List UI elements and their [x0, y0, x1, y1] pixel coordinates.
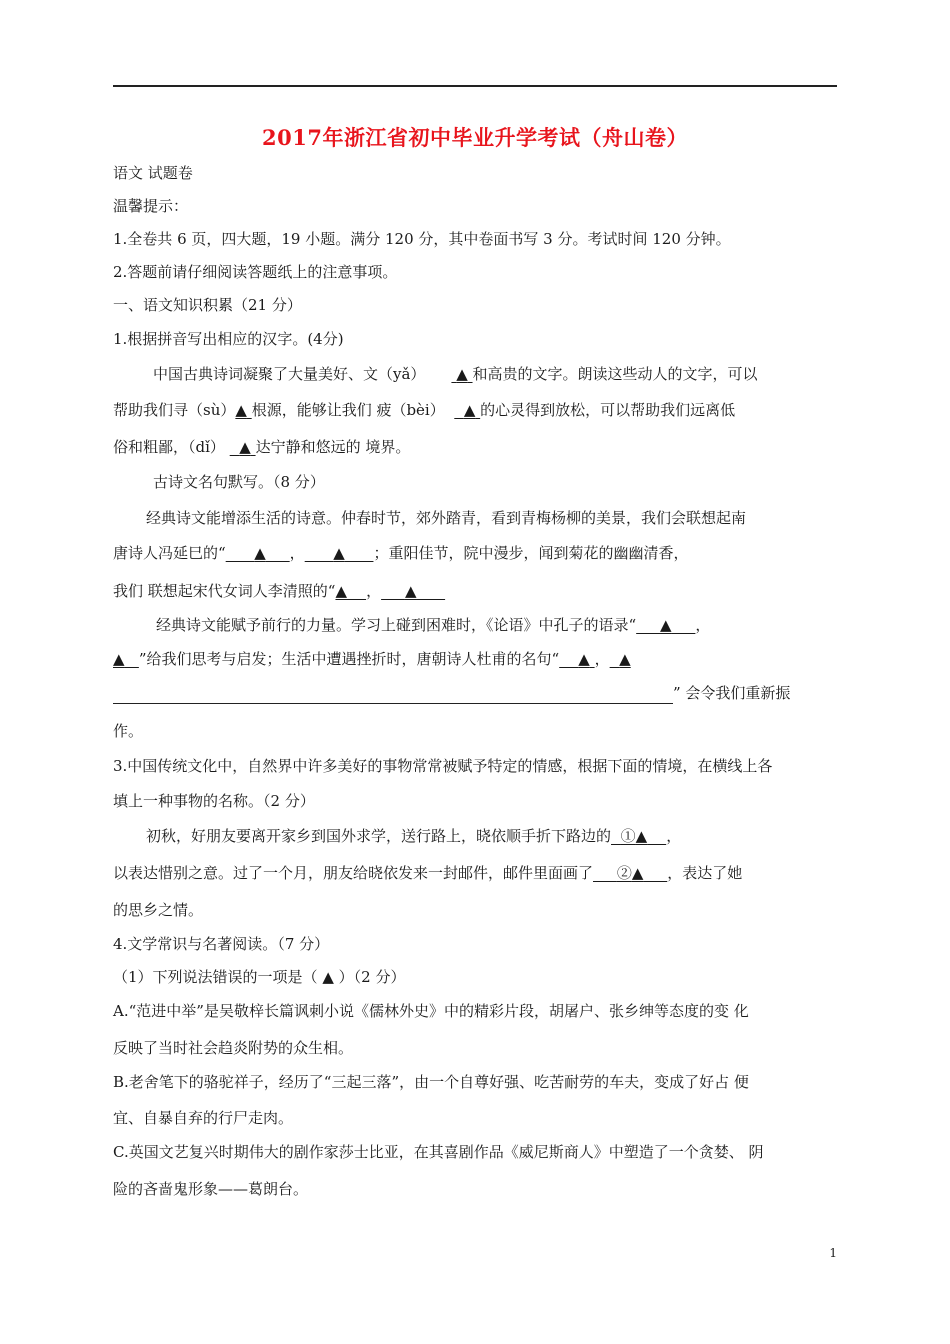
q2-line-5: ▲ ”给我们思考与启发；生活中遭遇挫折时，唐朝诗人杜甫的名句“ ▲ ， ▲: [113, 650, 631, 668]
option-b-line-2: 宜、自暴自弃的行尸走肉。: [113, 1109, 294, 1127]
q3-line-3: 初秋，好朋友要离开家乡到国外求学，送行路上，晓依顺手折下路边的 ①▲ ，: [146, 827, 682, 845]
answer-blank-2[interactable]: ②▲: [616, 864, 644, 882]
answer-blank[interactable]: ▲: [660, 616, 672, 634]
header-rule: [113, 85, 837, 87]
answer-blank[interactable]: ▲: [463, 401, 476, 419]
q2-line-3: 我们 联想起宋代女词人李清照的“▲ ， ▲: [113, 580, 445, 602]
q1-line-1: 中国古典诗词凝聚了大量美好、文（yǎ） ▲ 和高贵的文字。朗读这些动人的文字，可以: [153, 365, 758, 383]
option-b-line-1: B.老舍笔下的骆驼祥子，经历了“三起三落”，由一个自尊好强、吃苦耐劳的车夫，变成了好占 便: [113, 1073, 749, 1091]
answer-blank[interactable]: ▲: [113, 650, 125, 668]
answer-blank[interactable]: ▲: [578, 650, 590, 668]
option-c-line-2: 险的吝啬鬼形象——葛朗台。: [113, 1180, 309, 1198]
answer-blank[interactable]: ▲: [254, 544, 266, 562]
answer-blank[interactable]: ▲: [619, 650, 631, 668]
answer-blank[interactable]: ▲: [235, 401, 247, 419]
q3-line-2: 填上一种事物的名称。（2 分）: [113, 792, 315, 810]
q3-line-4: 以表达惜别之意。过了一个月，朋友给晓依发来一封邮件，邮件里面画了 ②▲ ，表达了她: [113, 864, 743, 882]
q2-line-4: 经典诗文能赋予前行的力量。学习上碰到困难时，《论语》中孔子的语录“ ▲ ，: [156, 616, 711, 634]
answer-blank[interactable]: ▲: [239, 438, 251, 456]
question-2-title: 古诗文名句默写。（8 分）: [153, 473, 325, 491]
subject-label: 语文 试题卷: [113, 164, 193, 182]
q1-line-2: 帮助我们寻（sù）▲ 根源，能够让我们 疲（bèi） ▲ 的心灵得到放松，可以帮助我们远离低: [113, 401, 736, 419]
tip-2: 2.答题前请仔细阅读答题纸上的注意事项。: [113, 263, 398, 281]
section-heading: 一、语文知识积累（21 分）: [113, 296, 302, 314]
page-number: 1: [829, 1246, 837, 1260]
q1-line-3: 俗和粗鄙，（dǐ） ▲ 达宁静和悠远的 境界。: [113, 438, 411, 456]
q2-line-1: 经典诗文能增添生活的诗意。仲春时节，郊外踏青，看到青梅杨柳的美景，我们会联想起南: [146, 509, 747, 527]
answer-blank-1[interactable]: ①▲: [620, 827, 648, 845]
question-4-title: 4.文学常识与名著阅读。（7 分）: [113, 935, 330, 953]
tip-1: 1.全卷共 6 页，四大题，19 小题。满分 120 分，其中卷面书写 3 分。考试时间 120 分钟。: [113, 230, 731, 248]
question-1-title: 1.根据拼音写出相应的汉字。(4分): [113, 330, 344, 348]
tips-heading: 温馨提示：: [113, 197, 189, 215]
option-a-line-2: 反映了当时社会趋炎附势的众生相。: [113, 1039, 354, 1057]
q2-line-6: ” 会令我们重新振: [113, 682, 790, 704]
answer-blank[interactable]: ▲: [333, 544, 345, 562]
answer-blank[interactable]: ▲: [404, 582, 417, 600]
answer-blank-long[interactable]: [113, 685, 673, 704]
option-c-line-1: C.英国文艺复兴时期伟大的剧作家莎士比亚，在其喜剧作品《威尼斯商人》中塑造了一个贪婪、 阴: [113, 1143, 764, 1161]
exam-title: 2017年浙江省初中毕业升学考试（舟山卷）: [262, 125, 688, 150]
q3-line-1: 3.中国传统文化中，自然界中许多美好的事物常常被赋予特定的情感，根据下面的情境，在横线上各: [113, 757, 773, 775]
answer-blank[interactable]: ▲: [456, 365, 468, 383]
q4-subquestion-1: （1）下列说法错误的一项是（ ▲ ）（2 分）: [113, 968, 406, 986]
answer-choice-blank[interactable]: ▲: [322, 968, 334, 986]
q3-line-5: 的思乡之情。: [113, 901, 204, 919]
q2-line-7: 作。: [113, 722, 144, 740]
q2-line-2: 唐诗人冯延巳的“ ▲ ， ▲ ；重阳佳节，院中漫步，闻到菊花的幽幽清香，: [113, 544, 689, 562]
answer-blank[interactable]: ▲: [335, 582, 347, 600]
option-a-line-1: A.“范进中举”是吴敬梓长篇讽刺小说《儒林外史》中的精彩片段，胡屠户、张乡绅等态度的变 化: [113, 1002, 749, 1020]
